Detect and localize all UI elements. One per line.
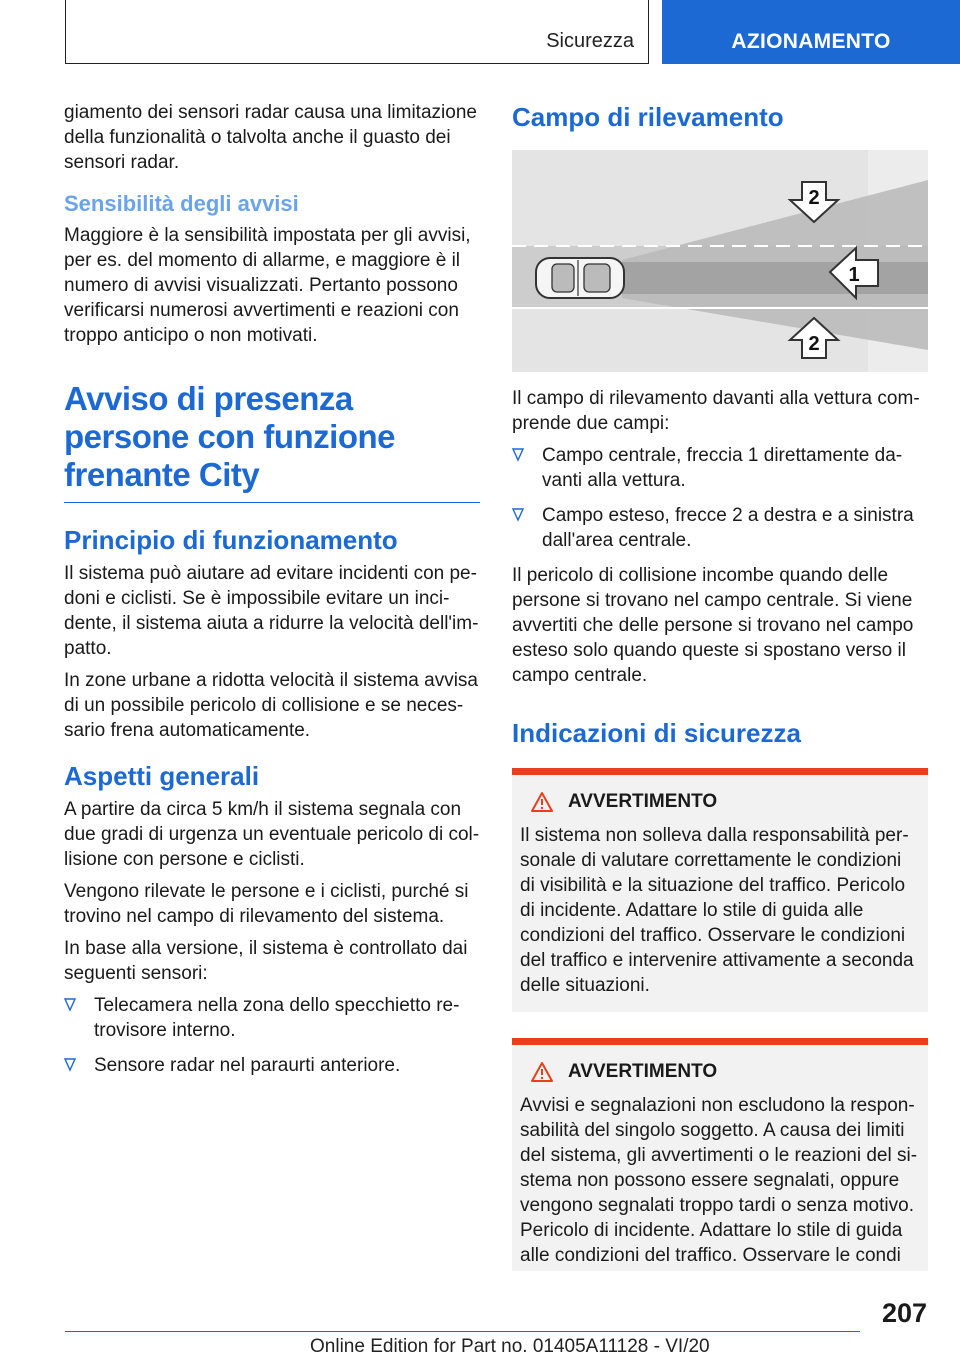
principle-heading: Principio di funzionamento	[64, 525, 398, 555]
warning-text-2: Avvisi e segnalazioni non escludono la responsabilità del singolo soggetto. A causa dei limiti del sistema, gli avvertimenti o le reazioni del sistema non possono essere segnalati, oppure vengono segnalati troppo tardi o senza motivo. Pericolo di incidente. Adattare lo stile di guida alle condizioni del traffico. Osservare le condi	[520, 1095, 918, 1266]
warning-title-2: AVVERTIMENTO	[568, 1061, 718, 1082]
diagram-label-top: 2	[808, 187, 820, 209]
header-chapter-tab[interactable]: AZIONAMENTO	[662, 0, 960, 64]
list-item	[64, 1053, 480, 1078]
general-heading: Aspetti generali	[64, 761, 260, 791]
warning-box-2	[512, 1038, 928, 1271]
field-list	[512, 443, 928, 553]
list-item	[64, 993, 480, 1043]
list-item-text: Campo centrale, freccia 1 direttamente davanti alla vettura.	[542, 445, 903, 491]
right-column	[512, 100, 928, 1271]
detection-paragraph-2: Il pericolo di collisione incombe quando delle persone si trovano nel campo centrale. Si viene avvertiti che delle persone si trovano nel campo esteso solo quando queste si spostano verso il campo centrale.	[512, 565, 914, 686]
header-section-label: Sicurezza	[546, 30, 634, 52]
list-item-text: Telecamera nella zona dello specchietto retrovisore interno.	[94, 995, 460, 1041]
intro-paragraph: giamento dei sensori radar causa una limitazione della funzionalità o talvolta anche il guasto dei sensori radar.	[64, 102, 477, 173]
footer-divider	[65, 1331, 860, 1332]
diagram-label-bottom: 2	[808, 333, 820, 355]
general-paragraph-1: A partire da circa 5 km/h il sistema segnala con due gradi di urgenza un eventuale pericolo di collisione con persone e ciclisti.	[64, 799, 480, 870]
warning-triangle-icon	[530, 791, 554, 813]
central-field-area	[622, 262, 928, 294]
detection-paragraph-1: Il campo di rilevamento davanti alla vettura comprende due campi:	[512, 388, 920, 434]
triangle-bullet-icon	[512, 508, 524, 522]
triangle-bullet-icon	[64, 998, 76, 1012]
warning-triangle-icon	[530, 1061, 554, 1083]
warning-title-1: AVVERTIMENTO	[568, 791, 718, 812]
warning-text-1: Il sistema non solleva dalla responsabilità personale di valutare correttamente le condizioni di visibilità e la situazione del traffico. Pericolo di incidente. Adattare lo stile di guida alle condizioni del traffico. Osservare le condizioni del traffico e intervenire attivamente a seconda delle situazioni.	[520, 825, 914, 996]
sensitivity-paragraph: Maggiore è la sensibilità impostata per gli avvisi, per es. del momento di allarme, e maggiore è il numero di avvisi visualizzati. Pertanto possono verificarsi numerosi avvertimenti e reazioni con troppo anticipo o non motivati.	[64, 225, 471, 346]
triangle-bullet-icon	[512, 448, 524, 462]
car-icon	[536, 258, 624, 298]
footer-edition: Online Edition for Part no. 01405A11128 - VI/20	[310, 1336, 710, 1357]
warning-box-1	[512, 768, 928, 1012]
detection-field-diagram	[512, 150, 928, 372]
main-section-title: Avviso di presenza persone con funzione frenante City	[64, 380, 480, 503]
header-section-box	[65, 0, 649, 64]
general-paragraph-2: Vengono rilevate le persone e i ciclisti, purché si trovino nel campo di rilevamento del sistema.	[64, 881, 469, 927]
general-paragraph-3: In base alla versione, il sistema è controllato dai seguenti sensori:	[64, 938, 468, 984]
list-item	[512, 503, 928, 553]
diagram-label-center: 1	[848, 264, 860, 286]
sensor-list	[64, 993, 480, 1078]
principle-paragraph-2: In zone urbane a ridotta velocità il sistema avvisa di un possibile pericolo di collisione e se necessario frena automaticamente.	[64, 670, 478, 741]
list-item	[512, 443, 928, 493]
principle-paragraph-1: Il sistema può aiutare ad evitare incidenti con pedoni e ciclisti. Se è impossibile evitare un incidente, il sistema aiuta a ridurre la velocità dell'impatto.	[64, 563, 479, 659]
left-column	[64, 100, 480, 1088]
page-number: 207	[881, 1298, 927, 1328]
detection-field-heading: Campo di rilevamento	[512, 102, 784, 132]
sensitivity-heading: Sensibilità degli avvisi	[64, 191, 299, 216]
list-item-text: Campo esteso, frecce 2 a destra e a sinistra dall'area centrale.	[542, 505, 914, 551]
list-item-text: Sensore radar nel paraurti anteriore.	[94, 1055, 401, 1076]
safety-heading: Indicazioni di sicurezza	[512, 718, 801, 748]
triangle-bullet-icon	[64, 1058, 76, 1072]
